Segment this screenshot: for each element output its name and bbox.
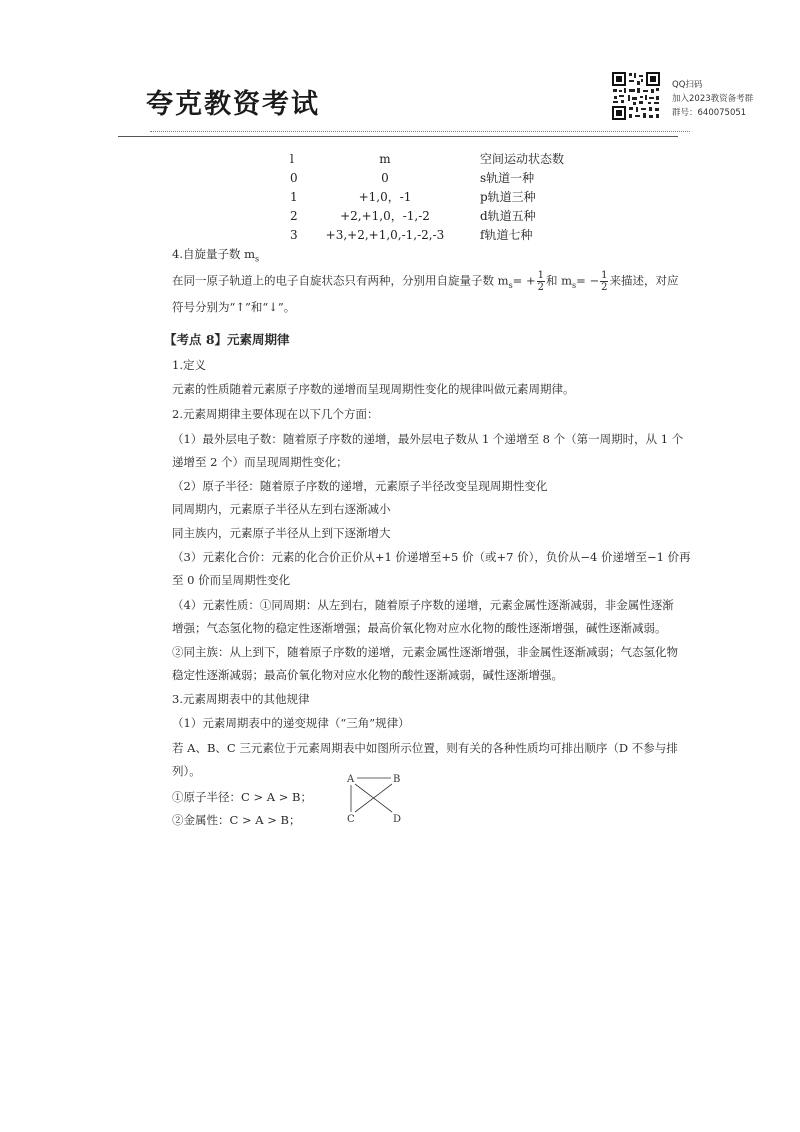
spin-subscript-2: s [572,280,577,290]
spin-line-2: 符号分别为“↑”和“↓”。 [172,300,296,314]
qr-group-number: 群号：640075051 [672,108,747,118]
qr-join-text: 加入2023教资备考群 [672,94,754,104]
table-header-cell: m [379,151,391,166]
fraction-denominator: 2 [601,282,608,293]
spin-line-1 [172,270,678,293]
aspect-3-line-1: （3）元素化合价：元素的化合价正价从+1 价递增至+5 价（或+7 价），负价从−4 价递增至−1 价再 [172,550,691,564]
table-cell: 2 [290,208,298,223]
fraction-half-negative [600,270,608,293]
fraction-numerator: 1 [601,270,608,281]
other-rules-title: 3.元素周期表中的其他规律 [172,692,310,706]
diagram-label-b: B [393,774,401,785]
definition-text: 元素的性质随着元素原子序数的递增而呈现周期性变化的规律叫做元素周期律。 [172,382,575,396]
table-header-row [280,149,600,168]
table-cell: +1,0，-1 [358,190,412,204]
fraction-numerator: 1 [537,270,544,281]
header-divider [118,136,678,137]
table-row [280,168,600,187]
diagram-label-c: C [347,814,355,824]
table-cell: p轨道三种 [480,190,536,204]
header-dotted-line [150,131,690,132]
table-cell: s轨道一种 [480,171,535,185]
fraction-denominator: 2 [537,282,544,293]
spin-title [172,246,259,263]
table-row [280,187,600,206]
aspect-4-line-4: 稳定性逐渐减弱；最高价氧化物对应水化物的酸性逐渐减弱，碱性逐渐增强。 [172,668,563,682]
table-header-cell: l [290,151,294,166]
aspect-3-line-2: 至 0 价而呈周期性变化 [172,573,291,587]
triangle-text-line-1: 若 A、B、C 三元素位于元素周期表中如图所示位置，则有关的各种性质均可排出顺序（D 不参与排 [172,741,678,755]
rule-atomic-radius: ①原子半径：C > A > B； [172,790,312,804]
brand-logo: 夸克教资考试 [146,89,320,120]
qr-code-icon [610,70,662,122]
aspect-1-line-2: 递增至 2 个）而呈现周期性变化； [172,455,348,469]
aspect-2-line-1: （2）原子半径：随着原子序数的递增，元素原子半径改变呈现周期性变化 [172,479,548,493]
table-cell: d轨道五种 [480,209,536,223]
definition-title: 1.定义 [172,358,206,372]
aspect-4-line-3: ②同主族：从上到下，随着原子序数的递增，元素金属性逐渐增强，非金属性逐渐减弱；气态氢化物 [172,645,678,659]
aspect-2-line-2: 同周期内，元素原子半径从左到右逐渐减小 [172,502,391,516]
aspect-2-line-3: 同主族内，元素原子半径从上到下逐渐增大 [172,526,391,540]
table-cell: +3,+2,+1,0,-1,-2,-3 [325,227,445,242]
spin-equals-plus: = + [512,273,536,288]
table-cell: f轨道七种 [480,228,533,242]
spin-text-a: 在同一原子轨道上的电子自旋状态只有两种，分别用自旋量子数 m [172,273,509,288]
quantum-number-table [280,149,600,244]
qr-info [672,78,753,120]
table-row [280,206,600,225]
spin-equals-minus: = − [576,273,600,288]
triangle-rule-diagram [345,772,405,824]
table-cell: 0 [381,170,389,185]
aspect-4-line-1: （4）元素性质：①同周期：从左到右，随着原子序数的递增，元素金属性逐渐减弱，非金属性逐渐 [172,598,674,612]
table-cell: 0 [290,170,298,185]
aspects-title: 2.元素周期律主要体现在以下几个方面： [172,407,379,421]
spin-and: 和 m [545,273,573,288]
qr-label: QQ扫码 [672,80,703,90]
section-heading-kp8: 【考点 8】元素周期律 [164,332,290,347]
aspect-1-line-1: （1）最外层电子数：随着原子序数的递增，最外层电子数从 1 个递增至 8 个（第一周期时，从 1 个 [172,432,684,446]
table-cell: 1 [290,189,298,204]
rule-metallicity: ②金属性：C > A > B； [172,813,301,827]
table-cell: 3 [290,227,298,242]
aspect-4-line-2: 增强；气态氢化物的稳定性逐渐增强；最高价氧化物对应水化物的酸性逐渐增强，碱性逐渐减弱。 [172,621,667,635]
diagram-label-d: D [393,814,402,824]
triangle-text-line-2: 列）。 [172,764,201,778]
spin-title-subscript: s [255,254,260,264]
diagram-label-a: A [347,774,355,785]
spin-title-text: 4.自旋量子数 m [172,247,256,261]
triangle-rule-title: （1）元素周期表中的递变规律（“三角”规律） [172,716,410,730]
table-header-cell: 空间运动状态数 [480,152,565,166]
table-cell: +2,+1,0，-1,-2 [340,209,430,223]
spin-text-b: 来描述，对应 [609,273,679,288]
spin-subscript-1: s [508,280,513,290]
table-row [280,225,600,244]
fraction-half-positive [537,270,545,293]
